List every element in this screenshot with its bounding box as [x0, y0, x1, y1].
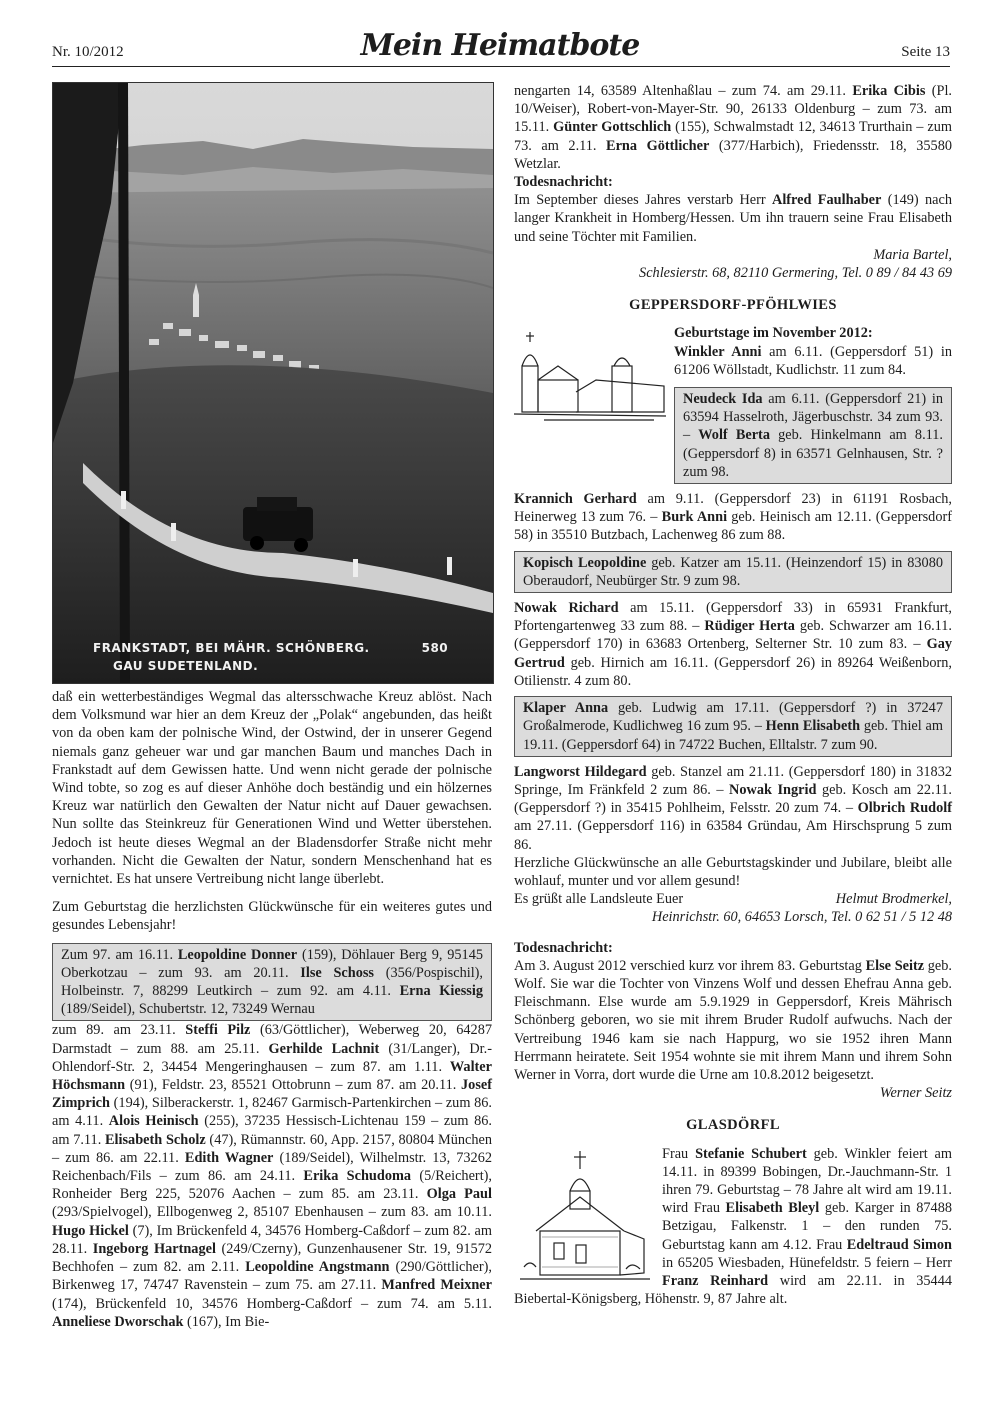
birthday-entry: Winkler Anni am 6.11. (Geppersdorf 51) in 61206 Wöllstadt, Kudlichstr. 11 zum 84.	[674, 343, 952, 378]
bold-name: Erika Cibis	[852, 83, 926, 99]
birthday-entry: Langworst Hildegard geb. Stanzel am 21.11. (Geppersdorf 180) in 31832 Springe, Im Fränkfeld 2 zum 86. – Nowak Ingrid geb. Kosch am 22.11. (Geppersdorf ?) in 35415 Pohlheim, Felsstr. 20 zum 74. – Olbrich Rudolf am 27.11. (Geppersdorf 116) in 63584 Gründau, Am Hirschsprung 5 zum 86.	[514, 763, 953, 853]
birthday-list-continued: nengarten 14, 63589 Altenhaßlau – zum 74. am 29.11. Erika Cibis (Pl. 10/Weiser), Robert-von-Mayer-Str. 90, 26133 Oldenburg – zum 73. am 15.11. Günter Gottschlich (155), Schwalmstadt 12, 34613 Trurthain – zum 73. am 2.11. Erna Göttlicher (377/Harbich), Friedensstr. 18, 35580 Wetzlar.	[514, 83, 952, 172]
bold-name: Steffi Pilz	[185, 1022, 251, 1039]
bold-name: Olbrich Rudolf	[857, 800, 953, 817]
bold-name: Langworst Hildegard	[514, 763, 647, 780]
birthday-entry-boxed: Klaper Anna geb. Ludwig am 17.11. (Geppersdorf ?) in 37247 Großalmerode, Kudlichweg 16 zum 95. – Henn Elisabeth geb. Thiel am 19.11. (Geppersdorf 64) in 74722 Buchen, Elltalstr. 7 zum 90.	[523, 700, 943, 753]
bold-name: Elisabeth Scholz	[105, 1131, 206, 1148]
birthday-entry-boxed: Neudeck Ida am 6.11. (Geppersdorf 21) in 63594 Hasselroth, Jägerbuschstr. 34 zum 93. – Wolf Berta geb. Hinkelmann am 8.11. (Geppersdorf 8) in 63571 Gelnhausen, Str. ? zum 98.	[683, 391, 943, 480]
bold-name: Burk Anni	[661, 509, 728, 526]
birthday-entry: Frau Stefanie Schubert geb. Winkler feiert am 14.11. in 89399 Bobingen, Dr.-Jauchmann-Str. 1 ihren 79. Geburtstag – 78 Jahre alt wird am 19.11. wird Frau Elisabeth Bleyl geb. Karger in 87488 Betzigau, Falkenstr. 1 – den runden 75. Geburtstag kann am 4.12. Frau Edeltraud Simon in 65205 Wiesbaden, Hünefeldstr. 5 feiern – Herr Franz Reinhard wird am 22.11. in 35444 Biebertal-Königsberg, Höhenstr. 9, 87 Jahre alt.	[514, 1145, 952, 1308]
highlight-box	[514, 696, 952, 757]
bold-name: Olga Paul	[426, 1186, 492, 1203]
signature-address: Schlesierstr. 68, 82110 Germering, Tel. 0 89 / 84 43 69	[639, 265, 952, 282]
bold-name: Wolf Berta	[698, 427, 770, 444]
death-notice-text: Im September dieses Jahres verstarb Herr Alfred Faulhaber (149) nach langer Krankheit in Homberg/Hessen. Um ihn trauern seine Frau Elisabeth und seine Töchter mit Familien.	[514, 192, 952, 245]
bold-name: Erika Schudoma	[303, 1168, 412, 1185]
chapel-illustration	[514, 1147, 654, 1287]
landscape-photo-drawing	[53, 83, 493, 683]
bold-name: Hugo Hickel	[52, 1222, 129, 1239]
bold-name: Leopoldine Angstmann	[245, 1259, 390, 1276]
bold-name: Else Seitz	[865, 957, 925, 974]
bold-name: Stefanie Schubert	[695, 1145, 807, 1162]
highlight-box	[52, 943, 492, 1022]
bold-name: Ilse Schoss	[300, 964, 374, 981]
bold-name: Edith Wagner	[184, 1149, 274, 1166]
header-rule	[52, 66, 950, 67]
bold-name: Krannich Gerhard	[514, 491, 637, 508]
bold-name: Neudeck Ida	[683, 391, 763, 408]
bold-name: Klaper Anna	[523, 700, 609, 717]
highlight-box	[514, 551, 952, 593]
bold-name: Nowak Richard	[514, 600, 619, 617]
bold-name: Winkler Anni	[674, 343, 762, 360]
bold-name: Henn Elisabeth	[765, 718, 861, 735]
right-column	[514, 82, 952, 1308]
death-notice-title: Todesnachricht:	[514, 939, 613, 956]
story-paragraph: daß ein wetterbeständiges Wegmal das altersschwache Kreuz ablöst. Nach dem Volksmund war hier an dem Kreuz der „Polak“ angebunden, das heißt von da oben kam der polnische Wind, der Ostwind, der in unserer Gegend niemals ganz geheuer war und gar manchen Baum und manches Dach in Frankstadt auf dem Gewissen hatte. Und wenn nicht gerade der polnische Wind tobte, so zog es auf dieser Anhöhe doch beständig und ein hölzernes Kreuz war natürlich den Gewalten der Natur nicht auf Dauer gewachsen. Nun sollte das Steinkreuz für Generationen Wind und Wetter überstehen. Jedoch ist heute dieses Wegmal an der Bladensdorfer Straße nicht mehr vorhanden. Nicht die Gewalten der Natur, sondern Menschenhand hat es vernichtet. Es hat unsere Vertreibung nicht lange überlebt.	[52, 689, 492, 888]
signature-name: Helmut Brodmerkel,	[835, 891, 952, 908]
signature-line	[514, 890, 952, 908]
birthday-entry: Nowak Richard am 15.11. (Geppersdorf 33) in 65931 Frankfurt, Pfortengartenweg 33 zum 88. – Rüdiger Herta geb. Schwarzer am 16.11. (Geppersdorf 170) in 63683 Ortenberg, Selterner Str. 10 zum 83. – Gay Gertrud geb. Hirnich am 16.11. (Geppersdorf 26) in 89264 Weißenborn, Otilienstr. 4 zum 80.	[514, 600, 953, 689]
signature-greeting: Es grüßt alle Landsleute Euer	[514, 891, 684, 908]
signature-address: Heinrichstr. 60, 64653 Lorsch, Tel. 0 62 51 / 5 12 48	[651, 909, 952, 926]
birthday-box-left: Zum 97. am 16.11. Leopoldine Donner (159), Döhlauer Berg 9, 95145 Oberkotzau – zum 93. am 20.11. Ilse Schoss (356/Pospischil), Holbeinstr. 7, 88299 Leutkirch – zum 92. am 4.11. Erna Kiessig (189/Seidel), Schubertstr. 12, 73249 Wernau	[61, 946, 483, 1018]
bold-name: Elisabeth Bleyl	[725, 1200, 820, 1217]
births-title: Geburtstage im November 2012:	[674, 325, 873, 342]
bold-name: Anneliese Dworschak	[52, 1313, 184, 1330]
landscape-photo	[52, 82, 494, 684]
photo-caption	[93, 639, 448, 675]
bold-name: Franz Reinhard	[662, 1272, 769, 1289]
bold-name: Ingeborg Hartnagel	[92, 1240, 216, 1257]
section-title-glasdoerfl: GLASDÖRFL	[686, 1117, 780, 1134]
issue-number: Nr. 10/2012	[52, 44, 124, 60]
bold-name: Alfred Faulhaber	[772, 192, 882, 209]
bold-name: Alois Heinisch	[108, 1113, 199, 1130]
bold-name: Gerhilde Lachnit	[268, 1040, 380, 1057]
photo-caption-number: 580	[421, 641, 449, 655]
masthead-title: Mein Heimatbote	[360, 28, 640, 63]
section-title-geppersdorf: GEPPERSDORF-PFÖHLWIES	[629, 297, 837, 314]
death-notice-text: Am 3. August 2012 verschied kurz vor ihrem 83. Geburtstag Else Seitz geb. Wolf. Sie war die Tochter von Vinzens Wolf und dessen Ehefrau Anna geb. Fleischmann. Else wurde am 5.9.1929 in Geppersdorf, Kreis Mährisch Schönberg geboren, wo sie mit ihrem Bruder Rudolf aufwuchs. Nach der Vertreibung 1946 kam sie nach Happurg, wo sie 1952 ihren Mann Herrmann heiratete. Seit 1954 wohnte sie mit ihrem Mann und ihrem Sohn Werner in Vorra, dort wurde die Urne am 10.8.2012 beigesetzt.	[514, 957, 953, 1083]
greeting-text: Herzliche Glückwünsche an alle Geburtstagskinder und Jubilare, bleibt alle wohlauf, munter und vor allem gesund!	[514, 854, 952, 889]
death-notice-title: Todesnachricht:	[514, 174, 613, 191]
photo-caption-line2: GAU SUDETENLAND.	[113, 659, 259, 673]
highlight-box	[674, 387, 952, 484]
birthday-intro: Zum Geburtstag die herzlichsten Glückwünsche für ein weiteres gutes und gesundes Lebensjahr!	[52, 899, 492, 934]
bold-name: Rüdiger Herta	[704, 618, 795, 635]
bold-name: Erna Göttlicher	[606, 137, 710, 154]
birthday-entry: Krannich Gerhard am 9.11. (Geppersdorf 23) in 61191 Rosbach, Heinerweg 13 zum 76. – Burk Anni geb. Heinisch am 12.11. (Geppersdorf 58) in 35510 Butzbach, Lachenweg 86 zum 88.	[514, 491, 953, 544]
page-number: Seite 13	[901, 44, 950, 60]
birthday-list-left: zum 89. am 23.11. Steffi Pilz (63/Göttlicher), Weberweg 20, 64287 Darmstadt – zum 88. am 25.11. Gerhilde Lachnit (31/Langer), Dr.-Ohlendorf-Str. 2, 34454 Mengeringhausen – zum 87. am 1.11. Walter Höchsmann (91), Feldstr. 23, 85521 Ottobrunn – zum 87. am 20.11. Josef Zimprich (194), Silberackerstr. 1, 82467 Garmisch-Partenkirchen – zum 86. am 4.11. Alois Heinisch (255), 37235 Hessisch-Lichtenau 159 – zum 86. am 7.11. Elisabeth Scholz (47), Rümannstr. 60, App. 2157, 80804 München – zum 86. am 22.11. Edith Wagner (189/Seidel), Wilhelmstr. 13, 73262 Reichenbach/Fils – zum 86. am 24.11. Erika Schudoma (5/Reichert), Ronheider Berg 225, 52076 Aachen – zum 85. am 23.11. Olga Paul (293/Spielvogel), Ellbogenweg 2, 85107 Ebenhausen – zum 83. am 10.11. Hugo Hickel (7), Im Brückenfeld 4, 34576 Homberg-Caßdorf – zum 82. am 28.11. Ingeborg Hartnagel (249/Czerny), Gunzenhausener Str. 19, 91572 Bechhofen – zum 82. am 2.11. Leopoldine Angstmann (290/Göttlicher), Birkenweg 17, 74747 Ravenstein – zum 75. am 27.11. Manfred Meixner (174), Brückenfeld 10, 34576 Homberg-Caßdorf – zum 74. am 5.11. Anneliese Dworschak (167), Im Bie-	[52, 1022, 493, 1330]
signature-name: Werner Seitz	[879, 1085, 952, 1102]
left-column	[52, 688, 492, 1331]
signature-name: Maria Bartel,	[873, 246, 952, 263]
church-illustration	[514, 326, 666, 426]
bold-name: Gay Gertrud	[514, 636, 952, 671]
photo-caption-line1: FRANKSTADT, BEI MÄHR. SCHÖNBERG.	[93, 641, 370, 655]
birthday-entry-boxed: Kopisch Leopoldine geb. Katzer am 15.11. (Heinzendorf 15) in 83080 Oberaudorf, Neubürger Str. 9 zum 98.	[523, 554, 944, 589]
bold-name: Edeltraud Simon	[846, 1236, 952, 1253]
bold-name: Manfred Meixner	[381, 1277, 492, 1294]
bold-name: Walter Höchsmann	[52, 1058, 492, 1094]
bold-name: Kopisch Leopoldine	[523, 554, 647, 571]
bold-name: Günter Gottschlich	[553, 119, 672, 136]
bold-name: Nowak Ingrid	[729, 781, 817, 798]
bold-name: Leopoldine Donner	[177, 946, 298, 963]
bold-name: Josef Zimprich	[52, 1077, 492, 1112]
bold-name: Erna Kiessig	[399, 983, 483, 1000]
